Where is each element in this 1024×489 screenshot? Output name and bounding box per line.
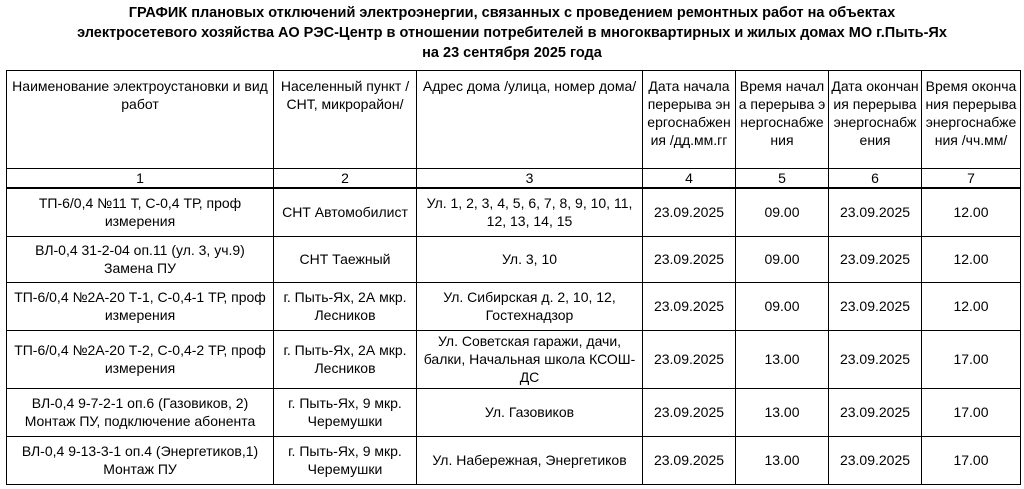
column-number[interactable]: 2 xyxy=(274,169,417,189)
cell-locality[interactable]: г. Пыть-Ях, 9 мкр. Черемушки xyxy=(274,388,417,436)
column-number-row xyxy=(7,169,1021,189)
cell-locality[interactable]: СНТ Таежный xyxy=(274,236,417,282)
cell-address[interactable]: Ул. Газовиков xyxy=(417,388,643,436)
header-address[interactable]: Адрес дома /улица, номер дома/ xyxy=(417,71,643,169)
header-end-time[interactable]: Время окончания перерыва энергоснабжения /чч.мм/ xyxy=(922,71,1021,169)
cell-address[interactable]: Ул. 3, 10 xyxy=(417,236,643,282)
column-number[interactable]: 3 xyxy=(417,169,643,189)
title-line-2: электросетевого хозяйства АО РЭС-Центр в отношении потребителей в многоквартирных и жилых домах МО г.Пыть-Ях xyxy=(77,25,947,41)
cell-end-time[interactable]: 12.00 xyxy=(922,236,1021,282)
cell-start-date[interactable]: 23.09.2025 xyxy=(643,388,736,436)
cell-end-time[interactable]: 17.00 xyxy=(922,388,1021,436)
cell-locality[interactable]: СНТ Автомобилист xyxy=(274,188,417,236)
cell-installation[interactable]: ТП-6/0,4 №2А-20 Т-1, С-0,4-1 ТР, проф измерения xyxy=(7,282,274,330)
cell-end-time[interactable]: 12.00 xyxy=(922,188,1021,236)
cell-installation[interactable]: ВЛ-0,4 9-13-3-1 оп.4 (Энергетиков,1) Монтаж ПУ xyxy=(7,436,274,484)
cell-address[interactable]: Ул. 1, 2, 3, 4, 5, 6, 7, 8, 9, 10, 11, 12, 13, 14, 15 xyxy=(417,188,643,236)
cell-end-date[interactable]: 23.09.2025 xyxy=(829,236,922,282)
cell-start-time[interactable]: 09.00 xyxy=(736,188,829,236)
cell-start-time[interactable]: 13.00 xyxy=(736,436,829,484)
cell-end-date[interactable]: 23.09.2025 xyxy=(829,436,922,484)
table-row xyxy=(7,188,1021,236)
cell-end-date[interactable]: 23.09.2025 xyxy=(829,388,922,436)
cell-installation[interactable]: ВЛ-0,4 31-2-04 оп.11 (ул. 3, уч.9) Замена ПУ xyxy=(7,236,274,282)
cell-address[interactable]: Ул. Советская гаражи, дачи, балки, Начальная школа КСОШ-ДС xyxy=(417,330,643,388)
table-row xyxy=(7,236,1021,282)
header-installation[interactable]: Наименование электроустановки и вид работ xyxy=(7,71,274,169)
cell-start-date[interactable]: 23.09.2025 xyxy=(643,236,736,282)
column-number[interactable]: 4 xyxy=(643,169,736,189)
header-start-date[interactable]: Дата начала перерыва энергоснабжения /дд.мм.гг xyxy=(643,71,736,169)
cell-installation[interactable]: ТП-6/0,4 №11 Т, С-0,4 ТР, проф измерения xyxy=(7,188,274,236)
cell-end-date[interactable]: 23.09.2025 xyxy=(829,330,922,388)
cell-address[interactable]: Ул. Сибирская д. 2, 10, 12, Гостехнадзор xyxy=(417,282,643,330)
column-number[interactable]: 1 xyxy=(7,169,274,189)
cell-start-date[interactable]: 23.09.2025 xyxy=(643,436,736,484)
outage-schedule-table xyxy=(6,70,1021,485)
column-number[interactable]: 5 xyxy=(736,169,829,189)
header-end-date[interactable]: Дата окончания перерыва энергоснабжения xyxy=(829,71,922,169)
cell-start-date[interactable]: 23.09.2025 xyxy=(643,188,736,236)
cell-start-time[interactable]: 09.00 xyxy=(736,236,829,282)
header-start-time[interactable]: Время начала перерыва энергоснабжения xyxy=(736,71,829,169)
cell-end-date[interactable]: 23.09.2025 xyxy=(829,188,922,236)
header-locality[interactable]: Населенный пункт /СНТ, микрорайон/ xyxy=(274,71,417,169)
cell-start-time[interactable]: 09.00 xyxy=(736,282,829,330)
cell-address[interactable]: Ул. Набережная, Энергетиков xyxy=(417,436,643,484)
cell-end-time[interactable]: 17.00 xyxy=(922,436,1021,484)
title-line-3: на 23 сентября 2025 года xyxy=(422,45,602,61)
cell-installation[interactable]: ТП-6/0,4 №2А-20 Т-2, С-0,4-2 ТР, проф измерения xyxy=(7,330,274,388)
cell-locality[interactable]: г. Пыть-Ях, 2А мкр. Лесников xyxy=(274,282,417,330)
document-title xyxy=(0,3,1024,63)
cell-start-time[interactable]: 13.00 xyxy=(736,330,829,388)
table-row xyxy=(7,330,1021,388)
column-number[interactable]: 6 xyxy=(829,169,922,189)
table-row xyxy=(7,282,1021,330)
cell-end-time[interactable]: 17.00 xyxy=(922,330,1021,388)
cell-start-date[interactable]: 23.09.2025 xyxy=(643,282,736,330)
cell-end-date[interactable]: 23.09.2025 xyxy=(829,282,922,330)
cell-start-time[interactable]: 13.00 xyxy=(736,388,829,436)
header-row xyxy=(7,71,1021,169)
table-row xyxy=(7,388,1021,436)
cell-locality[interactable]: г. Пыть-Ях, 9 мкр. Черемушки xyxy=(274,436,417,484)
cell-start-date[interactable]: 23.09.2025 xyxy=(643,330,736,388)
cell-locality[interactable]: г. Пыть-Ях, 2А мкр. Лесников xyxy=(274,330,417,388)
column-number[interactable]: 7 xyxy=(922,169,1021,189)
cell-end-time[interactable]: 12.00 xyxy=(922,282,1021,330)
title-line-1: ГРАФИК плановых отключений электроэнергии, связанных с проведением ремонтных работ на объектах xyxy=(128,5,896,21)
cell-installation[interactable]: ВЛ-0,4 9-7-2-1 оп.6 (Газовиков, 2) Монтаж ПУ, подключение абонента xyxy=(7,388,274,436)
table-row xyxy=(7,436,1021,484)
